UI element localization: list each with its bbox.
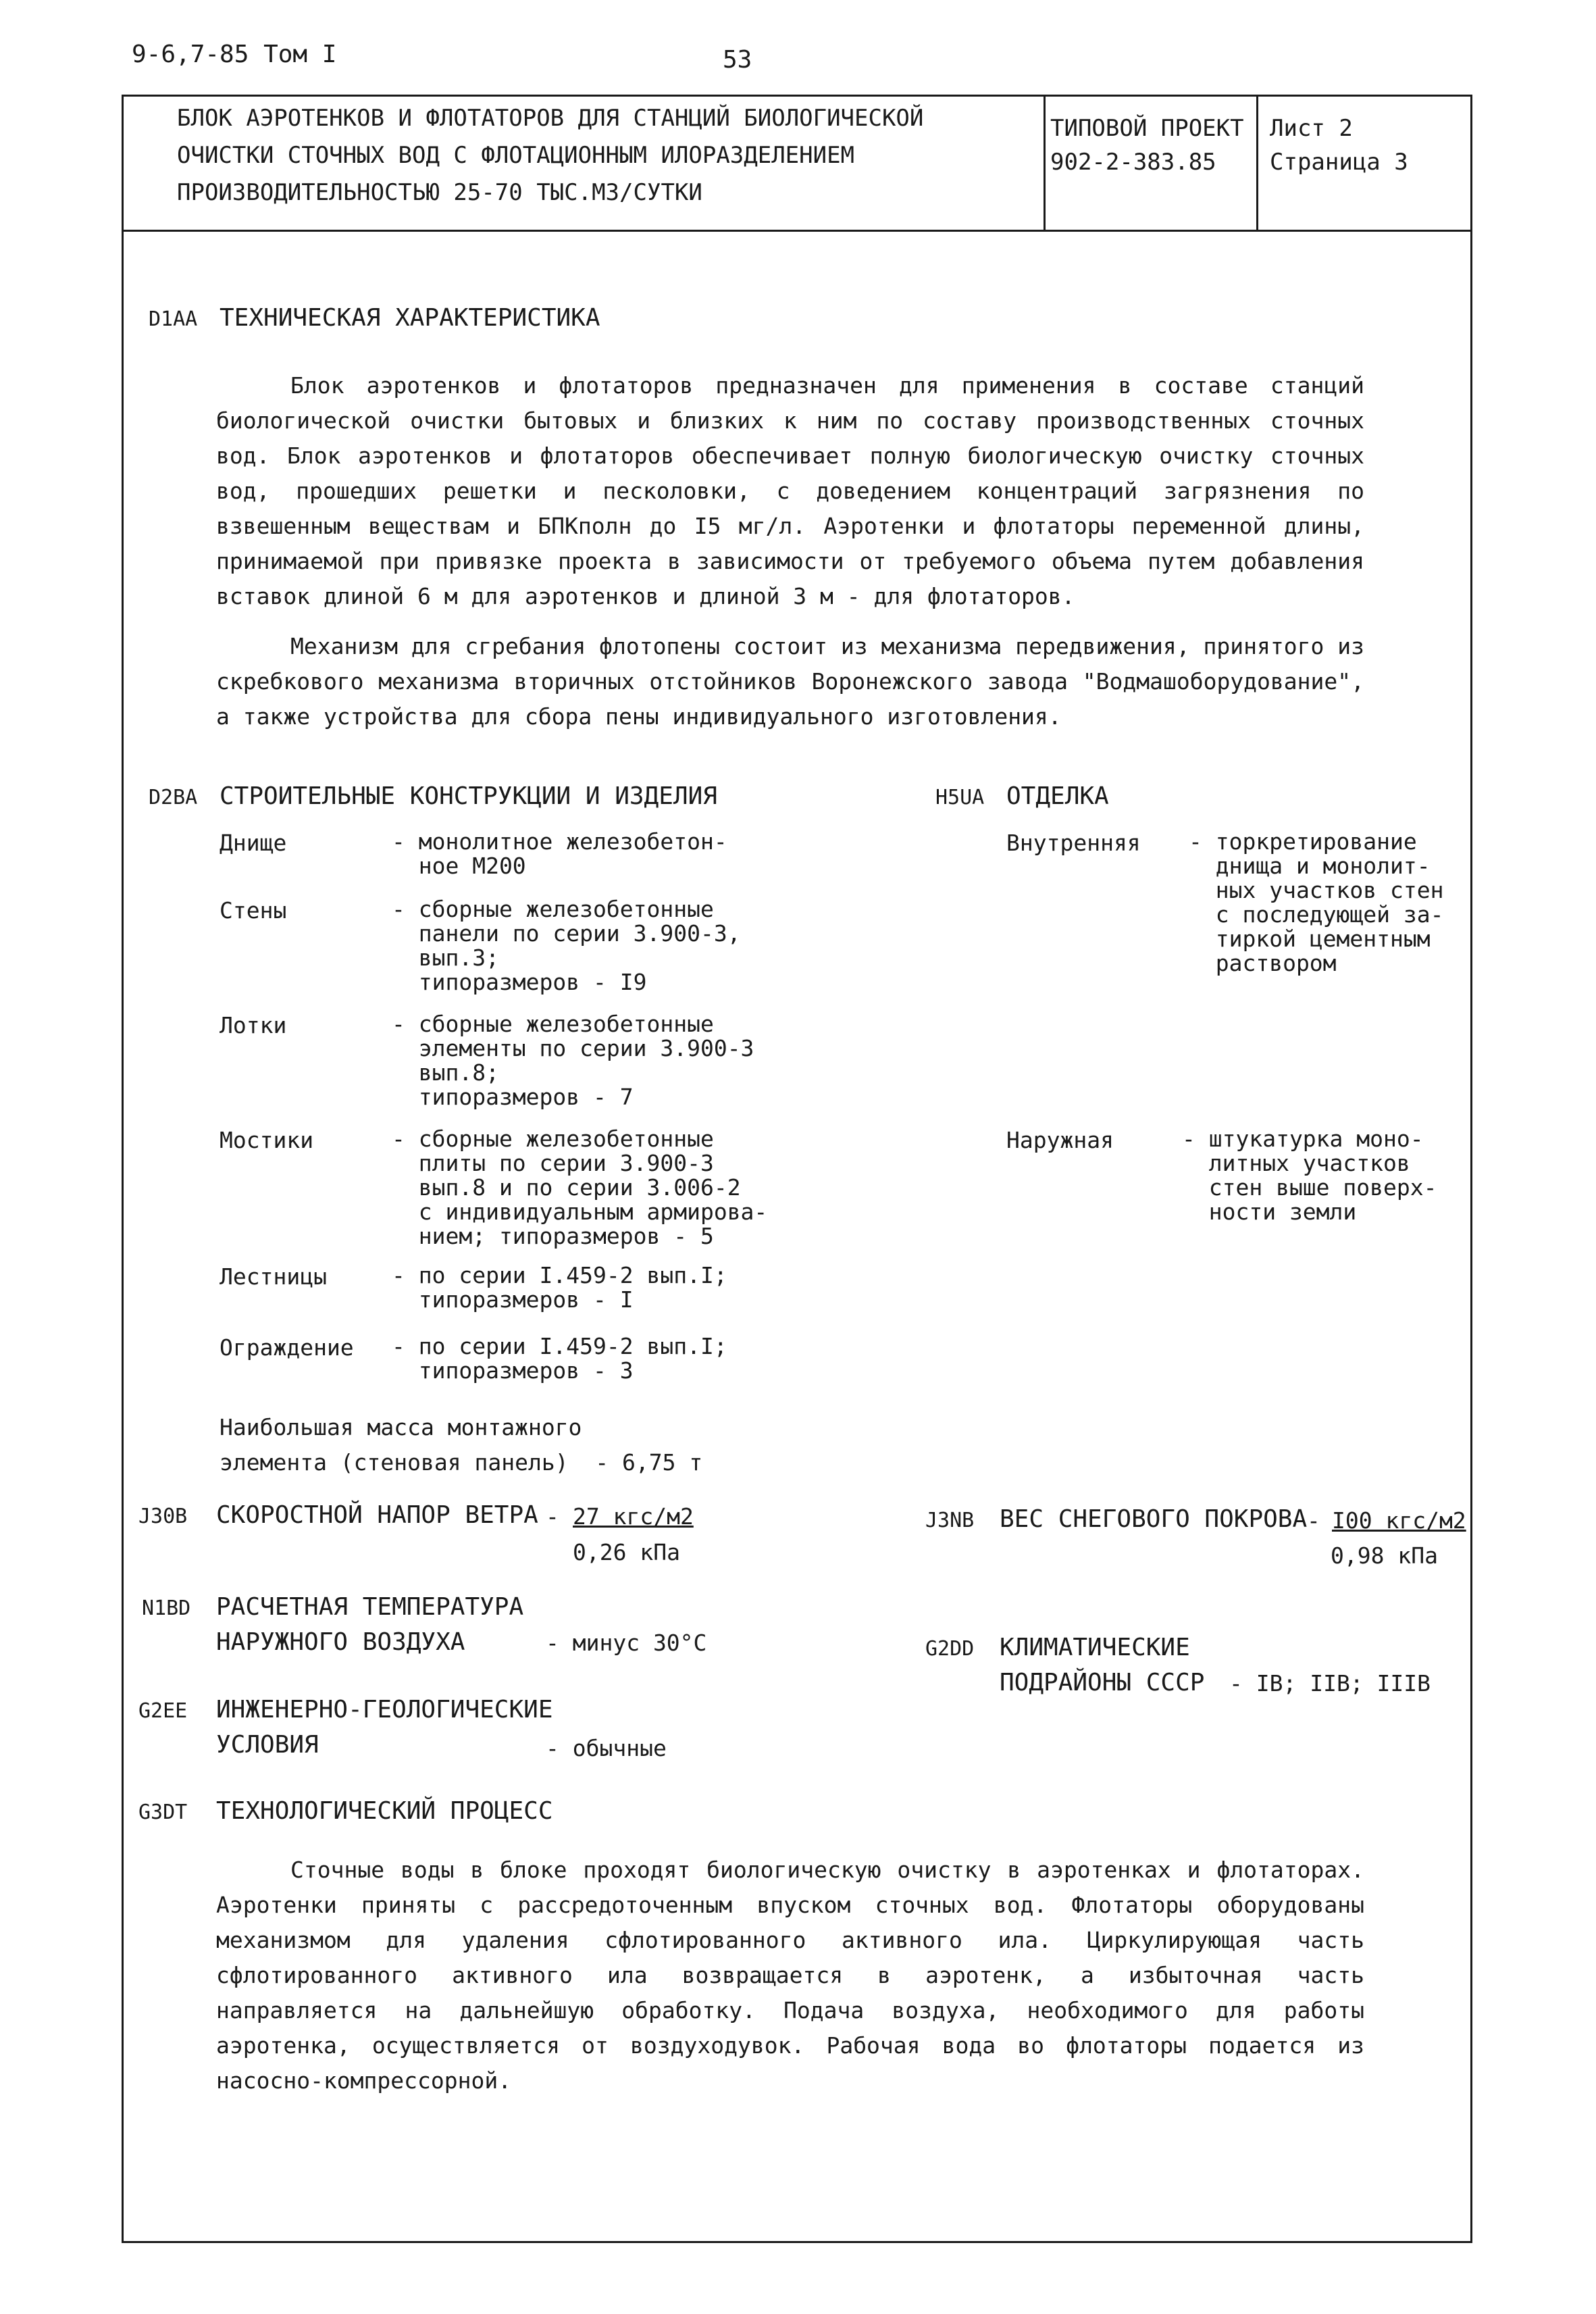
section-code: D2BA — [149, 786, 198, 809]
section-title-finish: ОТДЕЛКА — [1006, 782, 1109, 810]
snow-load-value: I00 кгс/м2 — [1332, 1507, 1466, 1534]
title-block-separator — [1256, 95, 1258, 230]
snow-load-title: ВЕС СНЕГОВОГО ПОКРОВА — [1000, 1505, 1308, 1533]
title-block-divider — [122, 230, 1472, 232]
page-number: 53 — [723, 46, 752, 74]
max-mass-value: элемента (стеновая панель) - 6,75 т — [220, 1449, 703, 1476]
sheet-number: Лист 2 — [1270, 115, 1353, 142]
section-code: N1BD — [142, 1596, 191, 1620]
technical-description — [216, 368, 1364, 734]
section-title-constructions: СТРОИТЕЛЬНЫЕ КОНСТРУКЦИИ И ИЗДЕЛИЯ — [220, 782, 717, 810]
item-value: - по серии I.459-2 вып.I; типоразмеров - 3 — [392, 1333, 727, 1384]
paragraph: Механизм для сгребания флотопены состоит из механизма передвижения, принятого из скребкового механизма вторичных отстойников Воронежского завода "Водмашоборудование", а также устройства для сбора пены индивидуального изготовления. — [216, 633, 1364, 730]
item-value: - сборные железобетонные элементы по серии 3.900-3 вып.8; типоразмеров - 7 — [392, 1011, 754, 1110]
process-description — [216, 1853, 1364, 2098]
paragraph: Блок аэротенков и флотаторов предназначен для применения в составе станций биологической очистки бытовых и близких к ним по составу производственных сточных вод. Блок аэротенков и флотаторов обеспечивает полную биологическую очистку сточных вод, прошедших решетки и песколовки, с доведением концентраций загрязнения по взвешенным веществам и БПКполн до I5 мг/л. Аэротенки и флотаторы переменной длины, принимаемой при привязке проекта в зависимости от требуемого объема путем добавления вставок длиной 6 м для аэротенков и длиной 3 м - для флотаторов. — [216, 372, 1364, 609]
item-value: - по серии I.459-2 вып.I; типоразмеров - I — [392, 1262, 727, 1313]
climate-title: ПОДРАЙОНЫ СССР — [1000, 1669, 1205, 1696]
section-code: J30B — [138, 1505, 188, 1528]
item-value: - сборные железобетонные плиты по серии 3.900-3 вып.8 и по серии 3.006-2 с индивидуальным армирова- нием; типоразмеров - 5 — [392, 1126, 768, 1249]
project-label: ТИПОВОЙ ПРОЕКТ — [1050, 115, 1244, 142]
section-code: G2DD — [925, 1637, 975, 1661]
finish-outer-value: - штукатурка моно- литных участков стен выше поверх- ности земли — [1182, 1126, 1437, 1225]
snow-load-value-kpa: 0,98 кПа — [1331, 1542, 1438, 1569]
temperature-value: - минус 30°С — [546, 1630, 707, 1656]
climate-value: - IВ; IIВ; IIIВ — [1229, 1670, 1431, 1696]
section-code: J3NB — [925, 1509, 975, 1532]
item-value: - сборные железобетонные панели по серии 3.900-3, вып.3; типоразмеров - I9 — [392, 896, 741, 995]
paragraph: Сточные воды в блоке проходят биологическую очистку в аэротенках и флотаторах. Аэротенки приняты с рассредоточенным впуском сточных вод. Флотаторы оборудованы механизмом для удаления сфлотированного активного ила. Циркулирующая часть сфлотированного активного ила возвращается в аэротенк, а избыточная часть направляется на дальнейшую обработку. Подача воздуха, необходимого для работы аэротенка, осуществляется от воздуходувок. Рабочая вода во флотаторы подается из насосно-компрессорной. — [216, 1857, 1364, 2094]
item-label: Лотки — [220, 1012, 287, 1038]
dash: - — [546, 1503, 559, 1530]
section-code: G2EE — [138, 1699, 188, 1723]
project-number: 902-2-383.85 — [1050, 149, 1216, 176]
section-title-process: ТЕХНОЛОГИЧЕСКИЙ ПРОЦЕСС — [216, 1797, 553, 1825]
section-code: H5UA — [935, 786, 985, 809]
wind-pressure-value: 27 кгс/м2 — [573, 1503, 694, 1530]
section-code: G3DT — [138, 1801, 188, 1824]
item-label: Днище — [220, 830, 287, 856]
max-mass-label: Наибольшая масса монтажного — [220, 1414, 582, 1440]
item-value: - монолитное железобетон- ное М200 — [392, 828, 727, 879]
section-code: D1AA — [149, 307, 198, 331]
finish-inner-label: Внутренняя — [1006, 830, 1141, 856]
title-block-separator — [1044, 95, 1046, 230]
finish-inner-value: - торкретирование днища и монолит- ных участков стен с последующей за- тиркой цементным раствором — [1189, 828, 1444, 976]
page-label: Страница 3 — [1270, 149, 1408, 176]
geology-title: УСЛОВИЯ — [216, 1731, 319, 1759]
item-label: Лестницы — [220, 1263, 327, 1290]
wind-pressure-title: СКОРОСТНОЙ НАПОР ВЕТРА — [216, 1501, 538, 1529]
geology-title: ИНЖЕНЕРНО-ГЕОЛОГИЧЕСКИЕ — [216, 1696, 553, 1724]
title-line: ПРОИЗВОДИТЕЛЬНОСТЬЮ 25-70 ТЫС.М3/СУТКИ — [177, 179, 702, 206]
section-title-technical: ТЕХНИЧЕСКАЯ ХАРАКТЕРИСТИКА — [220, 304, 600, 332]
title-line: БЛОК АЭРОТЕНКОВ И ФЛОТАТОРОВ ДЛЯ СТАНЦИЙ БИОЛОГИЧЕСКОЙ — [177, 105, 924, 132]
finish-outer-label: Наружная — [1006, 1127, 1114, 1153]
item-label: Стены — [220, 897, 287, 924]
item-label: Ограждение — [220, 1334, 354, 1361]
title-line: ОЧИСТКИ СТОЧНЫХ ВОД С ФЛОТАЦИОННЫМ ИЛОРАЗДЕЛЕНИЕМ — [177, 142, 855, 169]
document-reference: 9-6,7-85 Том I — [132, 41, 337, 68]
geology-value: - обычные — [546, 1735, 667, 1761]
wind-pressure-value-kpa: 0,26 кПа — [573, 1539, 680, 1565]
item-label: Мостики — [220, 1127, 314, 1153]
temperature-title: НАРУЖНОГО ВОЗДУХА — [216, 1628, 465, 1656]
dash: - — [1307, 1507, 1320, 1534]
climate-title: КЛИМАТИЧЕСКИЕ — [1000, 1634, 1190, 1661]
temperature-title: РАСЧЕТНАЯ ТЕМПЕРАТУРА — [216, 1593, 524, 1621]
